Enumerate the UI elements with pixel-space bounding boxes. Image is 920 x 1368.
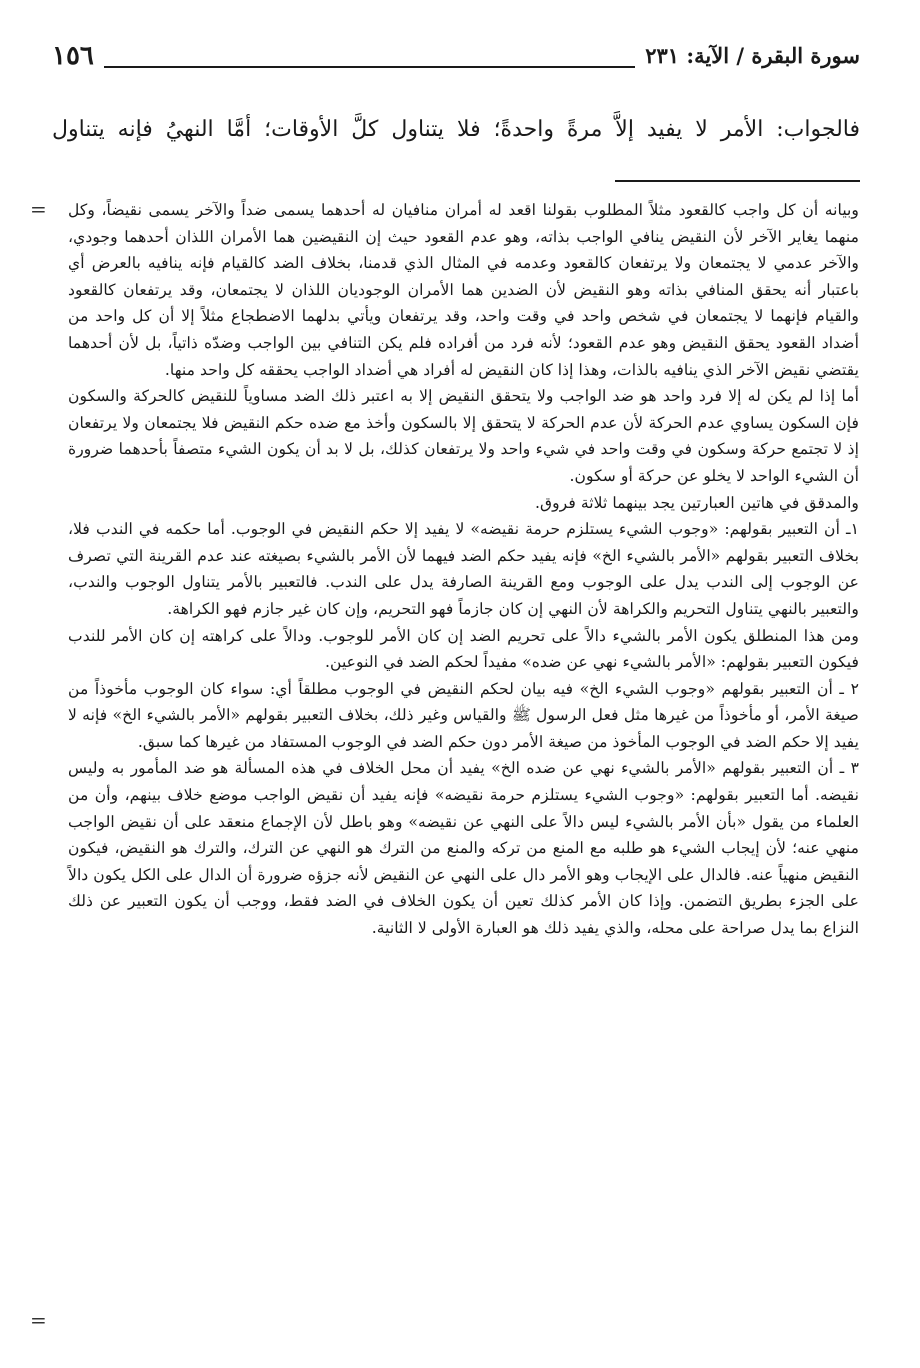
footnote-paragraph: ومن هذا المنطلق يكون الأمر بالشيء دالاً على تحريم الضد إن كان الأمر للوجوب. ودالاً على كراهته إن كان الأمر للندب فيكون التعبير بقولهم: «الأمر بالشيء نهي عن ضده» مفيداً لحكم الضد في النوعين. <box>68 625 859 672</box>
footnote-paragraph: ٢ ـ أن التعبير بقولهم «وجوب الشيء الخ» فيه بيان لحكم النقيض في الوجوب مطلقاً أي: سواء كان الوجوب مأخوذاً من صيغة الأمر، أو مأخوذاً من غيرها مثل فعل الرسول ﷺ والقياس وغير ذلك، بخلاف التعبير بقولهم «الأمر بالشيء الخ» فإنه لا يفيد إلا حكم الضد في الوجوب المأخوذ من صيغة الأمر دون حكم الضد في الوجوب المستفاد من غيرها كما سبق. <box>68 678 859 751</box>
page-number: ١٥٦ <box>52 41 94 71</box>
footnote-continuation-mark-bottom: = <box>30 1308 47 1332</box>
footnote-separator <box>615 180 860 182</box>
footnote-paragraph: ١ـ أن التعبير بقولهم: «وجوب الشيء يستلزم حرمة نقيضه» لا يفيد إلا حكم النقيض في الوجوب. أما حكمه في الندب فلا، بخلاف التعبير بقولهم «الأمر بالشيء الخ» فإنه يفيد حكم الضد فيهما لأن الأمر بالشيء بصيغته عند عدم القرينة التي تصرف عن الوجوب إلى الندب يدل على الوجوب ومع القرينة الصارفة يدل على الندب. فالتعبير بالأمر يتناول الوجوب والندب، والتعبير بالنهي يتناول التحريم والكراهة لأن النهي إن كان جازماً فهو التحريم، وإن كان غير جازم فهو الكراهة. <box>68 519 859 618</box>
footnote-continuation-mark-top: = <box>30 197 47 221</box>
footnote-paragraph: أما إذا لم يكن له إلا فرد واحد هو ضد الواجب ولا يتحقق النقيض إلا به اعتبر ذلك الضد مساوياً للنقيض كالحركة والسكون فإن السكون يساوي عدم الحركة لأن عدم الحركة لا يتحقق إلا بالسكون وأخذ مع ضده حكم النقيض فلا يجتمعان ولا يرتفعان إذ لا تجتمع حركة وسكون في وقت واحد في شيء واحد ولا يرتفعان كذلك، بل لا بد أن يكون الشيء متصفاً بأحدهما ضرورة أن الشيء الواحد لا يخلو عن حركة أو سكون. <box>68 386 859 485</box>
header-rule <box>104 36 635 68</box>
footnote-block <box>68 197 859 942</box>
footnote-paragraph: ٣ ـ أن التعبير بقولهم «الأمر بالشيء نهي عن ضده الخ» يفيد أن محل الخلاف في هذه المسألة هو ضد المأمور به وليس نقيضه. أما التعبير بقولهم: «وجوب الشيء يستلزم حرمة نقيضه» فإنه يفيد أن نقيض الواجب موضع خلاف بينهم، وأن من العلماء من يقول «بأن الأمر بالشيء ليس دالاً على النهي عن نقيضه» وهو باطل لأن الإجماع منعقد على أن نقيض الواجب منهي عنه؛ لأن إيجاب الشيء هو طلبه مع المنع من تركه والمنع من الترك هو النهي عن الترك، والترك هو النقيض، فيكون النقيض منهياً عنه. فالدال على الإيجاب وهو الأمر دال على النهي عن النقيض لأنه جزؤه ضرورة أن الدال على الكل يكون دالاً على الجزء بطريق التضمن. وإذا كان الأمر كذلك تعين أن يكون الخلاف في الضد فقط، ووجب أن يكون التعبير عن ذلك النزاع بما يدل صراحة على محله، والذي يفيد ذلك هو العبارة الأولى لا الثانية. <box>68 758 859 938</box>
surah-reference: سورة البقرة / الآية: ٢٣١ <box>645 43 860 68</box>
main-text-line: فالجواب: الأمر لا يفيد إلاَّ مرةً واحدةً؛ فلا يتناول كلَّ الأوقات؛ أمَّا النهيُ فإنه يتناول <box>52 117 860 142</box>
page-header <box>52 36 860 76</box>
footnote-paragraph: والمدقق في هاتين العبارتين يجد بينهما ثلاثة فروق. <box>534 492 859 512</box>
footnote-paragraph: وبيانه أن كل واجب كالقعود مثلاً المطلوب بقولنا اقعد له أمران منافيان له أحدهما يسمى ضداً والآخر يسمى نقيضاً، وكل منهما يغاير الآخر لأن النقيض ينافي الواجب بذاته، وهو عدم القعود حيث إن النقيضين هما الأمران اللذان أحدهما وجودي، والآخر عدمي لا يجتمعان ولا يرتفعان كالقعود وعدمه في المثال الذي قدمنا، بخلاف الضد كالقيام فإنه ينافيه بالعرض أي باعتبار أنه يحقق المنافي بذاته وهو النقيض لأن الضدين هما الأمران الوجوديان اللذان لا يجتمعان، وقد يرتفعان كالقعود والقيام فإنهما لا يجتمعان في شخص واحد في وقت واحد، وقد يرتفعان ويأتي بدلهما الاضطجاع مثلاً إلا أن كل واحد من أضداد القعود يحقق النقيض وهو عدم القعود؛ لأنه فرد من أفراده فلم يكن التنافي بين الواجب وضدّه ذاتياً، بل لأن أحدهما يقتضي نقيض الآخر الذي ينافيه بالذات، وهذا إذا كان النقيض له أفراد هي أضداد الواجب يحققه كل واحد منها. <box>68 200 859 379</box>
